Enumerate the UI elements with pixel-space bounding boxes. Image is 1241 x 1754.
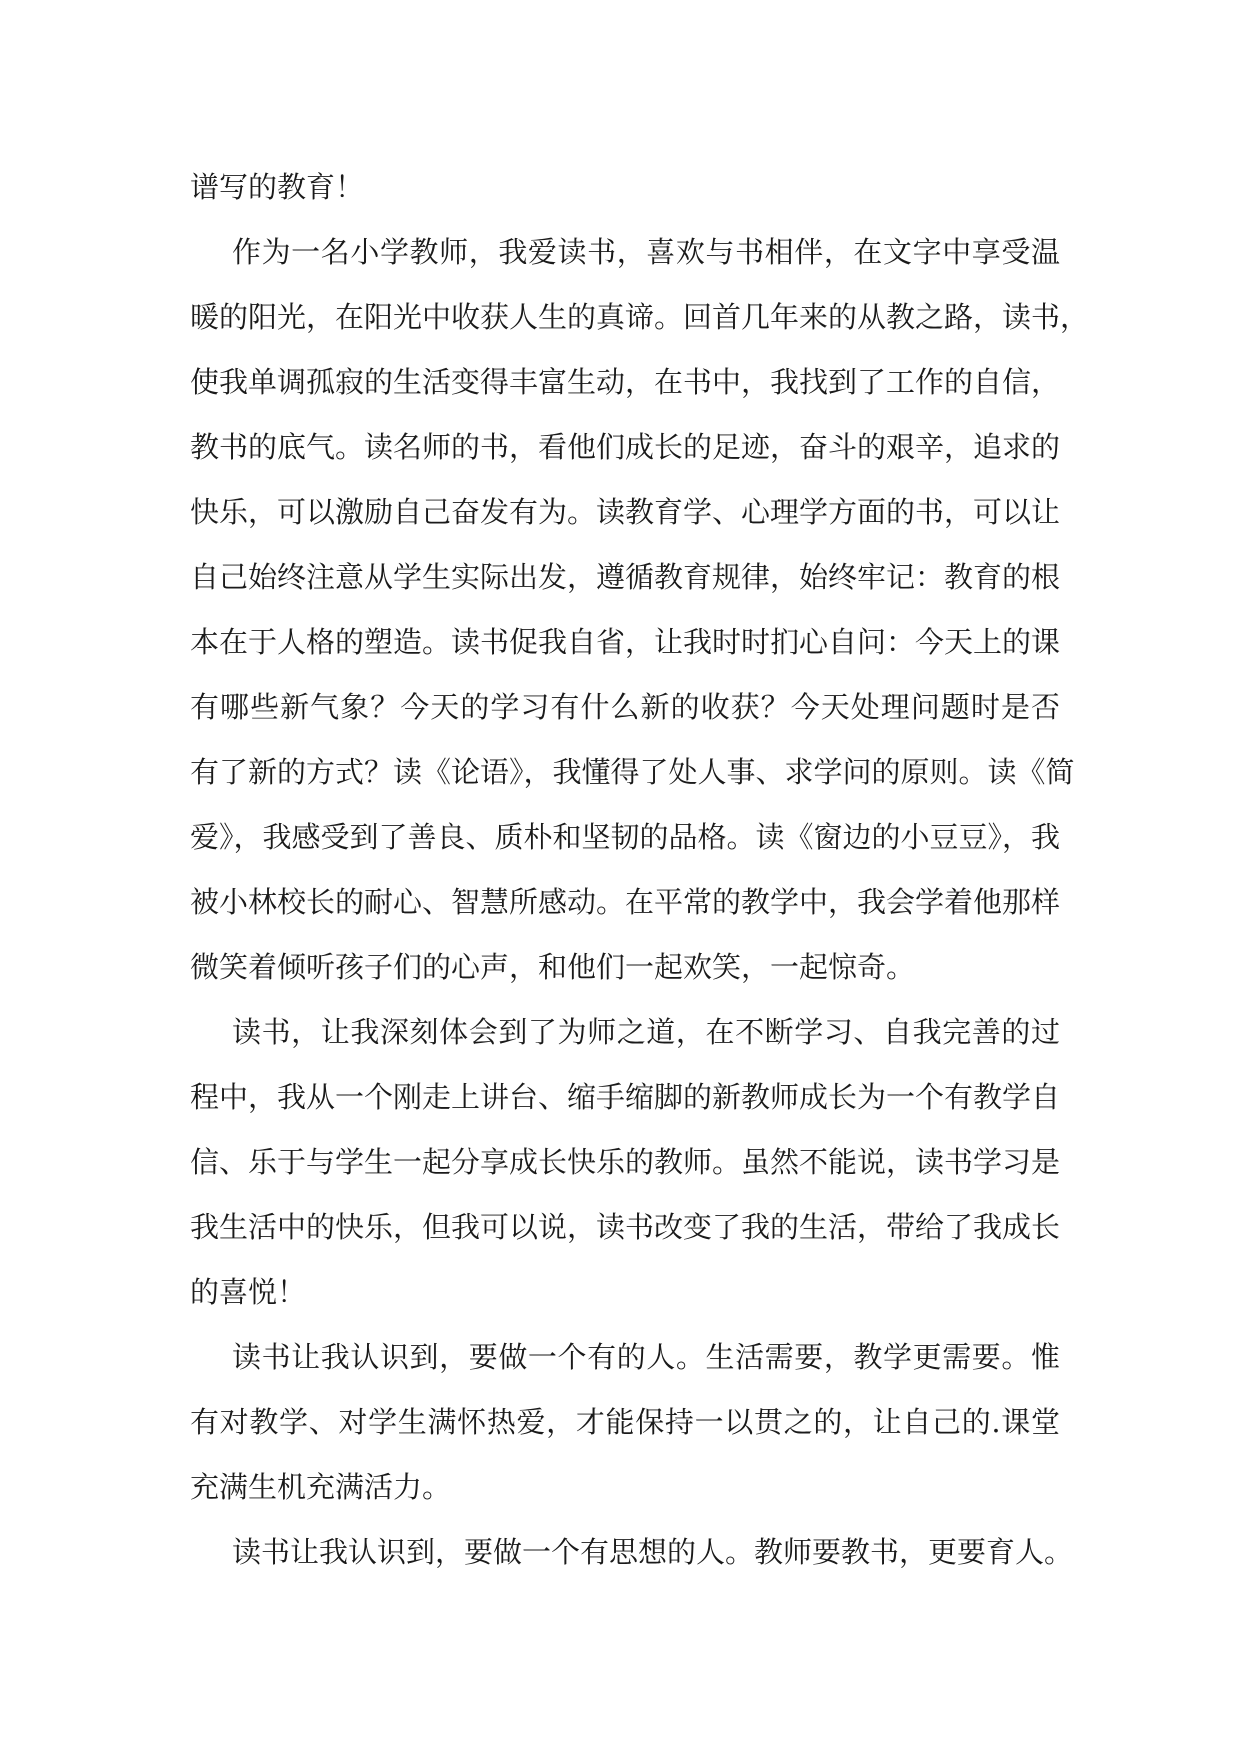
text-line: 暖的阳光，在阳光中收获人生的真谛。回首几年来的从教之路，读书， (190, 300, 1090, 334)
text-line: 读书让我认识到，要做一个有的人。生活需要，教学更需要。惟 (232, 1340, 1060, 1374)
text-line: 我生活中的快乐，但我可以说，读书改变了我的生活，带给了我成长 (190, 1210, 1061, 1244)
text-line: 微笑着倾听孩子们的心声，和他们一起欢笑，一起惊奇。 (190, 950, 916, 984)
text-line: 有哪些新气象？今天的学习有什么新的收获？今天处理问题时是否 (190, 690, 1060, 724)
text-line: 被小林校长的耐心、智慧所感动。在平常的教学中，我会学着他那样 (190, 885, 1061, 919)
text-line: 充满生机充满活力。 (190, 1470, 452, 1504)
text-line: 谱写的教育！ (190, 170, 365, 204)
text-line: 程中，我从一个刚走上讲台、缩手缩脚的新教师成长为一个有教学自 (190, 1080, 1061, 1114)
text-line: 的喜悦！ (190, 1275, 307, 1309)
text-line: 有了新的方式？读《论语》，我懂得了处人事、求学问的原则。读《简 (190, 755, 1075, 789)
text-line: 本在于人格的塑造。读书促我自省，让我时时扪心自问：今天上的课 (190, 625, 1061, 659)
text-line: 快乐，可以激励自己奋发有为。读教育学、心理学方面的书，可以让 (190, 495, 1061, 529)
text-line: 爱》，我感受到了善良、质朴和坚韧的品格。读《窗边的小豆豆》，我 (190, 820, 1061, 854)
text-line: 读书，让我深刻体会到了为师之道，在不断学习、自我完善的过 (232, 1015, 1060, 1049)
text-line: 教书的底气。读名师的书，看他们成长的足迹，奋斗的艰辛，追求的 (190, 430, 1061, 464)
text-line: 自己始终注意从学生实际出发，遵循教育规律，始终牢记：教育的根 (190, 560, 1061, 594)
text-line: 作为一名小学教师，我爱读书，喜欢与书相伴，在文字中享受温 (232, 235, 1060, 269)
text-line: 读书让我认识到，要做一个有思想的人。教师要教书，更要育人。 (232, 1535, 1074, 1569)
body-text (190, 155, 1090, 1585)
text-line: 有对教学、对学生满怀热爱，才能保持一以贯之的，让自己的.课堂 (190, 1405, 1060, 1439)
text-line: 使我单调孤寂的生活变得丰富生动，在书中，我找到了工作的自信， (190, 365, 1061, 399)
text-line: 信、乐于与学生一起分享成长快乐的教师。虽然不能说，读书学习是 (190, 1145, 1061, 1179)
